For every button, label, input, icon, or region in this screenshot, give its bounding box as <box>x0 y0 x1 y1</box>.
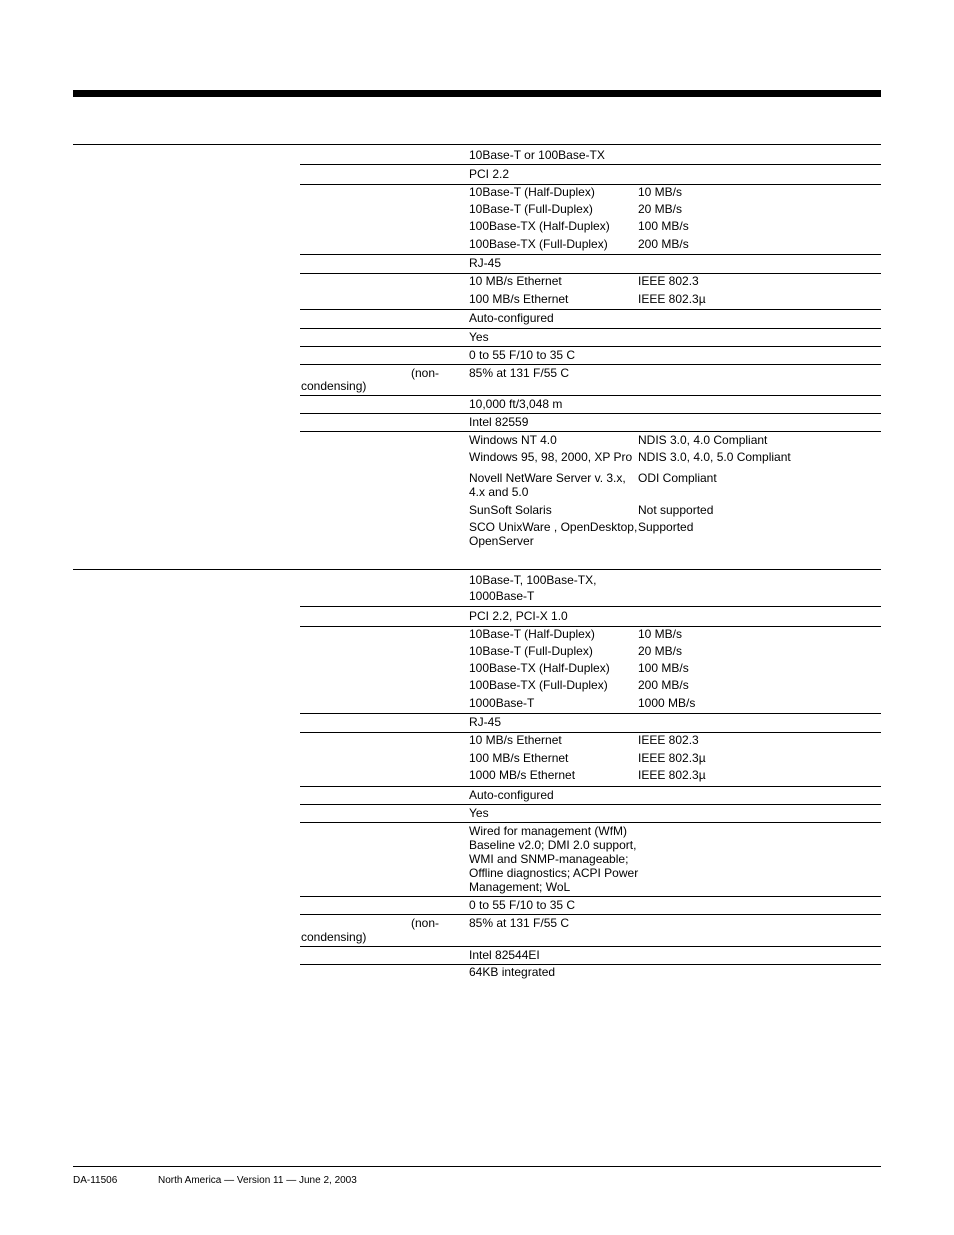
row-divider <box>300 732 881 733</box>
data-rate-mode: 1000Base-T <box>469 696 535 710</box>
config-value: Auto-configured <box>469 788 554 802</box>
data-rate-value: 100 MB/s <box>638 661 689 675</box>
row-divider <box>300 946 881 947</box>
row-divider <box>300 395 881 396</box>
altitude-value: 10,000 ft/3,048 m <box>469 397 563 411</box>
row-divider <box>300 346 881 347</box>
humidity-label: condensing) <box>301 930 367 944</box>
row-divider <box>300 713 881 714</box>
standard-value: IEEE 802.3µ <box>638 292 706 306</box>
data-rate-value: 200 MB/s <box>638 678 689 692</box>
data-rate-value: 20 MB/s <box>638 644 683 658</box>
driver-os: 4.x and 5.0 <box>469 485 529 499</box>
bus-value: PCI 2.2, PCI-X 1.0 <box>469 609 568 623</box>
driver-os: Windows 95, 98, 2000, XP Pro <box>469 450 633 464</box>
row-divider <box>300 804 881 805</box>
footer-doc-id: DA-11506 <box>73 1175 118 1186</box>
data-rate-mode: 10Base-T (Half-Duplex) <box>469 185 595 199</box>
row-divider <box>300 328 881 329</box>
standard-name: 100 MB/s Ethernet <box>469 751 569 765</box>
row-divider <box>300 914 881 915</box>
network-interface-value: 10Base-T, 100Base-TX, <box>469 573 597 587</box>
bus-value: PCI 2.2 <box>469 167 510 181</box>
driver-status: NDIS 3.0, 4.0 Compliant <box>638 433 768 447</box>
row-divider <box>300 896 881 897</box>
buffer-value: 64KB integrated <box>469 965 556 979</box>
standard-name: 10 MB/s Ethernet <box>469 733 562 747</box>
management-line: Management; WoL <box>469 880 571 894</box>
driver-os: Windows NT 4.0 <box>469 433 557 447</box>
network-interface-value: 10Base-T or 100Base-TX <box>469 148 605 162</box>
data-rate-value: 200 MB/s <box>638 237 689 251</box>
standard-name: 10 MB/s Ethernet <box>469 274 562 288</box>
controller-value: Intel 82544EI <box>469 948 540 962</box>
connector-value: RJ-45 <box>469 715 502 729</box>
standard-value: IEEE 802.3 <box>638 733 699 747</box>
standard-name: 100 MB/s Ethernet <box>469 292 569 306</box>
data-rate-value: 10 MB/s <box>638 185 683 199</box>
data-rate-value: 10 MB/s <box>638 627 683 641</box>
data-rate-mode: 100Base-TX (Full-Duplex) <box>469 678 608 692</box>
humidity-value: 85% at 131 F/55 C <box>469 916 570 930</box>
data-rate-mode: 100Base-TX (Half-Duplex) <box>469 219 610 233</box>
controller-value: Intel 82559 <box>469 415 529 429</box>
row-divider <box>300 309 881 310</box>
row-divider <box>300 964 881 965</box>
standard-value: IEEE 802.3 <box>638 274 699 288</box>
row-divider <box>300 431 881 432</box>
humidity-label: (non- <box>411 366 440 380</box>
row-divider <box>300 164 881 165</box>
management-line: WMI and SNMP-manageable; <box>469 852 629 866</box>
driver-status: Supported <box>638 520 694 534</box>
humidity-label: condensing) <box>301 379 367 393</box>
network-interface-value: 1000Base-T <box>469 589 535 603</box>
data-rate-mode: 100Base-TX (Half-Duplex) <box>469 661 610 675</box>
yes-value: Yes <box>469 806 489 820</box>
humidity-label: (non- <box>411 916 440 930</box>
standard-value: IEEE 802.3µ <box>638 768 706 782</box>
row-divider <box>300 786 881 787</box>
header-rule <box>73 90 881 97</box>
row-divider <box>300 273 881 274</box>
data-rate-mode: 10Base-T (Full-Duplex) <box>469 644 593 658</box>
data-rate-mode: 10Base-T (Full-Duplex) <box>469 202 593 216</box>
standard-value: IEEE 802.3µ <box>638 751 706 765</box>
standard-name: 1000 MB/s Ethernet <box>469 768 576 782</box>
footer-rule <box>73 1166 881 1167</box>
management-line: Baseline v2.0; DMI 2.0 support, <box>469 838 637 852</box>
section-divider <box>73 569 881 570</box>
management-line: Offline diagnostics; ACPI Power <box>469 866 639 880</box>
driver-status: ODI Compliant <box>638 471 717 485</box>
driver-os: OpenServer <box>469 534 534 548</box>
driver-os: Novell NetWare Server v. 3.x, <box>469 471 626 485</box>
config-value: Auto-configured <box>469 311 554 325</box>
row-divider <box>300 606 881 607</box>
row-divider <box>300 413 881 414</box>
driver-os: SunSoft Solaris <box>469 503 552 517</box>
temperature-value: 0 to 55 F/10 to 35 C <box>469 898 576 912</box>
yes-value: Yes <box>469 330 489 344</box>
row-divider <box>300 364 881 365</box>
driver-status: NDIS 3.0, 4.0, 5.0 Compliant <box>638 450 791 464</box>
driver-status: Not supported <box>638 503 714 517</box>
temperature-value: 0 to 55 F/10 to 35 C <box>469 348 576 362</box>
data-rate-value: 20 MB/s <box>638 202 683 216</box>
driver-os: SCO UnixWare , OpenDesktop, <box>469 520 638 534</box>
data-rate-value: 1000 MB/s <box>638 696 696 710</box>
management-line: Wired for management (WfM) <box>469 824 628 838</box>
row-divider <box>300 254 881 255</box>
data-rate-mode: 100Base-TX (Full-Duplex) <box>469 237 608 251</box>
humidity-value: 85% at 131 F/55 C <box>469 366 570 380</box>
connector-value: RJ-45 <box>469 256 502 270</box>
section-divider <box>73 144 881 145</box>
data-rate-mode: 10Base-T (Half-Duplex) <box>469 627 595 641</box>
data-rate-value: 100 MB/s <box>638 219 689 233</box>
row-divider <box>300 822 881 823</box>
footer-version: North America — Version 11 — June 2, 2003 <box>158 1175 357 1186</box>
